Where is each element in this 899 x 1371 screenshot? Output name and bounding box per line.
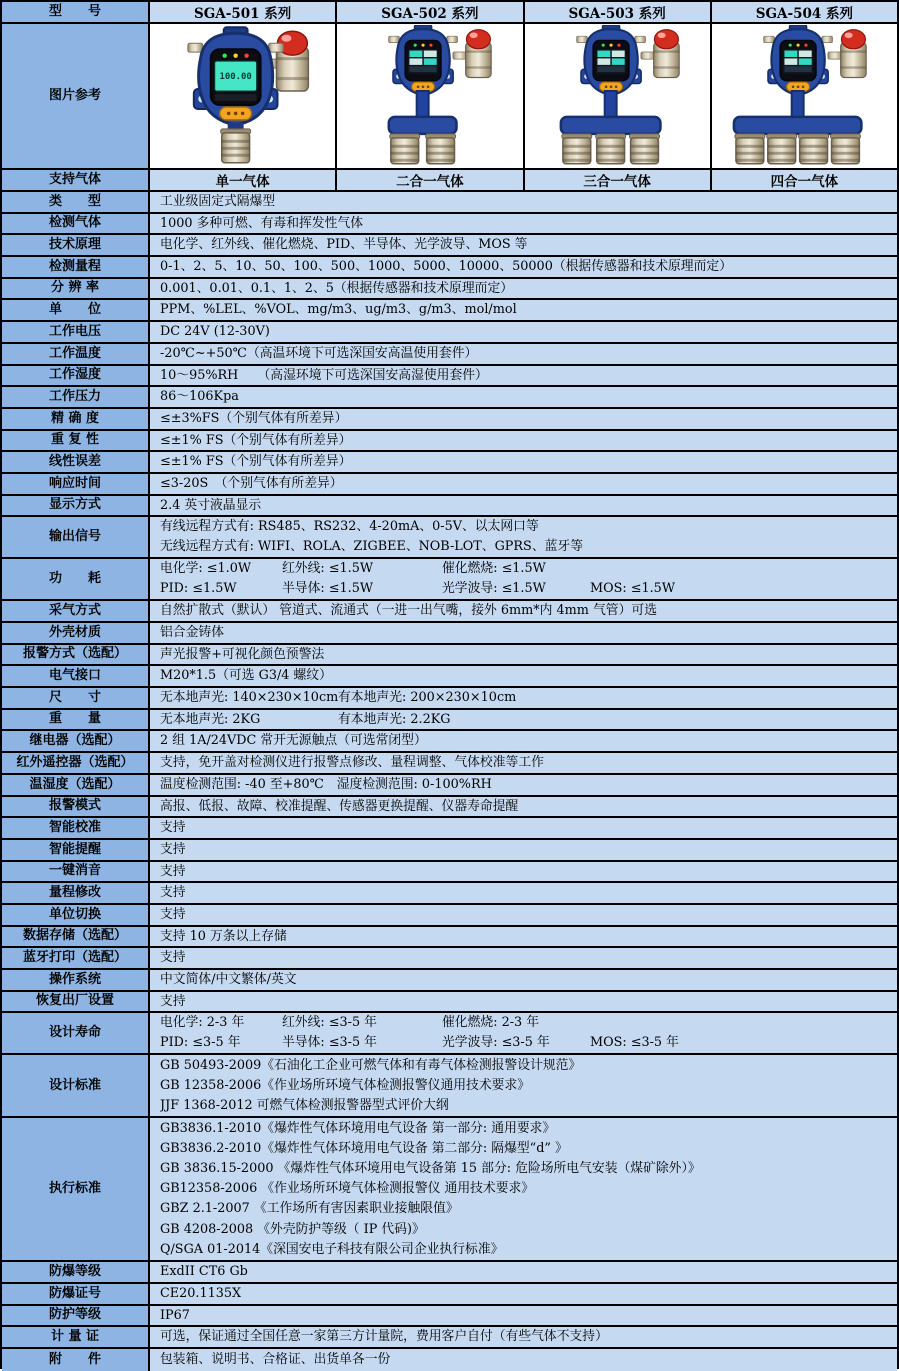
spec-row-3 bbox=[2, 257, 897, 279]
spec-value-19 bbox=[150, 645, 897, 665]
spec-row-37 bbox=[2, 1055, 897, 1118]
spec-value-32 bbox=[150, 927, 897, 947]
spec-label-38: 执行标准 bbox=[2, 1118, 150, 1260]
spec-value-16 bbox=[150, 559, 897, 599]
spec-row-1 bbox=[2, 214, 897, 236]
grid-cell-1-1: 半导体: ≤1.5W bbox=[282, 581, 373, 597]
spec-text: 0.001、0.01、0.1、1、2、5（根据传感器和技术原理而定） bbox=[160, 280, 514, 296]
spec-value-6 bbox=[150, 322, 897, 342]
spec-text: 铝合金铸体 bbox=[160, 625, 224, 640]
product-image-detector-2-probes bbox=[335, 24, 522, 168]
spec-label-35: 恢复出厂设置 bbox=[2, 992, 150, 1012]
spec-text: IP67 bbox=[160, 1307, 190, 1323]
spec-row-13 bbox=[2, 474, 897, 496]
spec-value-27 bbox=[150, 818, 897, 838]
spec-label-20: 电气接口 bbox=[2, 666, 150, 686]
spec-label-4: 分 辨 率 bbox=[2, 279, 150, 299]
spec-row-31 bbox=[2, 905, 897, 927]
spec-text: 2.4 英寸液晶显示 bbox=[160, 497, 262, 513]
spec-row-23 bbox=[2, 731, 897, 753]
spec-value-8 bbox=[150, 366, 897, 386]
spec-row-21 bbox=[2, 688, 897, 710]
spec-row-10 bbox=[2, 409, 897, 431]
grid-cell-1-3: MOS: ≤1.5W bbox=[590, 581, 675, 597]
spec-row-34 bbox=[2, 970, 897, 992]
spec-row-17 bbox=[2, 601, 897, 623]
spec-row-32 bbox=[2, 927, 897, 949]
spec-row-15 bbox=[2, 517, 897, 559]
spec-row-9 bbox=[2, 387, 897, 409]
spec-line-3: GB12358-2006 《作业场所环境气体检测报警仪 通用技术要求》 bbox=[160, 1181, 535, 1197]
header-label: 型 号 bbox=[2, 2, 150, 22]
spec-grid-line-1 bbox=[160, 1033, 893, 1053]
spec-text: ≤±1% FS（个别气体有所差异） bbox=[160, 454, 352, 470]
spec-text: 自然扩散式（默认） 管道式、流通式（一进一出气嘴，接外 6mm*内 4mm 气管）可选 bbox=[160, 603, 657, 619]
grid-cell-0-1: 红外线: ≤3-5 年 bbox=[282, 1015, 377, 1031]
spec-text: 中文简体/中文繁体/英文 bbox=[160, 972, 297, 987]
grid-cell-0-2: 催化燃烧: ≤1.5W bbox=[442, 561, 546, 577]
spec-line-1: GB 12358-2006《作业场所环境气体检测报警仪通用技术要求》 bbox=[160, 1077, 531, 1093]
spec-text: 支持 bbox=[160, 993, 186, 1009]
spec-row-22 bbox=[2, 710, 897, 732]
grid-cell-1-3: MOS: ≤3-5 年 bbox=[590, 1035, 679, 1051]
spec-row-40 bbox=[2, 1284, 897, 1306]
spec-value-38 bbox=[150, 1118, 897, 1260]
spec-row-36 bbox=[2, 1013, 897, 1055]
spec-text: -20℃~+50℃（高温环境下可选深国安高温使用套件） bbox=[160, 345, 478, 361]
spec-value-5 bbox=[150, 300, 897, 320]
grid-cell-0-2: 催化燃烧: 2-3 年 bbox=[442, 1015, 540, 1031]
spec-row-7 bbox=[2, 344, 897, 366]
spec-label-39: 防爆等级 bbox=[2, 1262, 150, 1282]
spec-value-26 bbox=[150, 797, 897, 817]
spec-text: 10～95%RH （高湿环境下可选深国安高湿使用套件） bbox=[160, 367, 488, 383]
spec-label-27: 智能校准 bbox=[2, 818, 150, 838]
spec-row-4 bbox=[2, 279, 897, 301]
model-columns bbox=[150, 2, 897, 22]
spec-row-26 bbox=[2, 797, 897, 819]
grid-cell-0-0: 电化学: 2-3 年 bbox=[160, 1015, 245, 1031]
spec-label-28: 智能提醒 bbox=[2, 840, 150, 860]
grid-cell-1-2: 光学波导: ≤3-5 年 bbox=[442, 1035, 550, 1051]
spec-row-39 bbox=[2, 1262, 897, 1284]
spec-text: ≤±3%FS（个别气体有所差异） bbox=[160, 410, 348, 426]
spec-label-25: 温湿度（选配） bbox=[2, 775, 150, 795]
spec-line-1: GB3836.2-2010《爆炸性气体环境用电气设备 第二部分: 隔爆型“d” 》 bbox=[160, 1140, 568, 1156]
gas-type-3: 三合一气体 bbox=[523, 170, 710, 190]
spec-value-34 bbox=[150, 970, 897, 990]
spec-text: 86～106Kpa bbox=[160, 389, 239, 405]
spec-row-35 bbox=[2, 992, 897, 1014]
spec-label-42: 计 量 证 bbox=[2, 1327, 150, 1347]
spec-label-6: 工作电压 bbox=[2, 322, 150, 342]
header-row bbox=[2, 2, 897, 24]
spec-label-37: 设计标准 bbox=[2, 1055, 150, 1116]
spec-row-30 bbox=[2, 883, 897, 905]
spec-label-29: 一键消音 bbox=[2, 862, 150, 882]
spec-label-43: 附 件 bbox=[2, 1349, 150, 1371]
image-row bbox=[2, 24, 897, 170]
spec-value-21 bbox=[150, 688, 897, 708]
model-name-4: SGA-504 系列 bbox=[710, 2, 897, 22]
spec-value-20 bbox=[150, 666, 897, 686]
spec-label-21: 尺 寸 bbox=[2, 688, 150, 708]
spec-text: ≤3-20S （个别气体有所差异） bbox=[160, 475, 343, 491]
spec-value-22 bbox=[150, 710, 897, 730]
spec-line-1: 无线远程方式有: WIFI、ROLA、ZIGBEE、NOB-LOT、GPRS、蓝牙等 bbox=[160, 539, 584, 555]
spec-text: 支持 bbox=[160, 841, 186, 857]
spec-label-41: 防护等级 bbox=[2, 1306, 150, 1326]
product-image-detector-3-probes bbox=[523, 24, 710, 168]
spec-label-24: 红外遥控器（选配） bbox=[2, 753, 150, 773]
spec-grid-line-1 bbox=[160, 579, 893, 599]
spec-line-6: Q/SGA 01-2014《深国安电子科技有限公司企业执行标准》 bbox=[160, 1241, 504, 1257]
spec-row-25 bbox=[2, 775, 897, 797]
spec-label-31: 单位切换 bbox=[2, 905, 150, 925]
spec-row-19 bbox=[2, 645, 897, 667]
spec-text: 包装箱、说明书、合格证、出货单各一份 bbox=[160, 1351, 391, 1367]
spec-value-24 bbox=[150, 753, 897, 773]
spec-text: 支持，免开盖对检测仪进行报警点修改、量程调整、气体校准等工作 bbox=[160, 755, 544, 771]
spec-text: 声光报警+可视化颜色预警法 bbox=[160, 646, 325, 662]
spec-label-22: 重 量 bbox=[2, 710, 150, 730]
svg-text:100.00: 100.00 bbox=[219, 72, 252, 83]
spec-label-32: 数据存储（选配） bbox=[2, 927, 150, 947]
spec-value-41 bbox=[150, 1306, 897, 1326]
spec-value-9 bbox=[150, 387, 897, 407]
spec-value-0 bbox=[150, 192, 897, 212]
spec-row-12 bbox=[2, 452, 897, 474]
spec-line-2: GB 3836.15-2000 《爆炸性气体环境用电气设备第 15 部分: 危险场所电气安装（煤矿除外）》 bbox=[160, 1161, 701, 1177]
spec-text: ExdII CT6 Gb bbox=[160, 1264, 248, 1280]
spec-text: CE20.1135X bbox=[160, 1286, 242, 1302]
spec-row-24 bbox=[2, 753, 897, 775]
image-columns bbox=[150, 24, 897, 168]
model-name-1: SGA-501 系列 bbox=[194, 6, 292, 22]
spec-value-15 bbox=[150, 517, 897, 557]
gas-type-4: 四合一气体 bbox=[710, 170, 897, 190]
spec-label-33: 蓝牙打印（选配） bbox=[2, 948, 150, 968]
spec-value-42 bbox=[150, 1327, 897, 1347]
spec-row-16 bbox=[2, 559, 897, 601]
spec-text: 支持 10 万条以上存储 bbox=[160, 928, 287, 944]
spec-row-11 bbox=[2, 431, 897, 453]
spec-value-17 bbox=[150, 601, 897, 621]
spec-label-13: 响应时间 bbox=[2, 474, 150, 494]
spec-value-18 bbox=[150, 623, 897, 643]
grid-cell-1-1: 半导体: ≤3-5 年 bbox=[282, 1035, 377, 1051]
spec-row-29 bbox=[2, 862, 897, 884]
spec-value-30 bbox=[150, 883, 897, 903]
spec-value-23 bbox=[150, 731, 897, 751]
spec-row-42 bbox=[2, 1327, 897, 1349]
spec-grid-line-0 bbox=[160, 1013, 893, 1033]
spec-value-7 bbox=[150, 344, 897, 364]
spec-value-25 bbox=[150, 775, 897, 795]
spec-line-5: GB 4208-2008 《外壳防护等级（ IP 代码)》 bbox=[160, 1221, 425, 1237]
grid-cell-1-0: PID: ≤3-5 年 bbox=[160, 1035, 241, 1051]
spec-label-23: 继电器（选配） bbox=[2, 731, 150, 751]
spec-line-0: GB3836.1-2010《爆炸性气体环境用电气设备 第一部分: 通用要求》 bbox=[160, 1120, 556, 1136]
spec-label-12: 线性误差 bbox=[2, 452, 150, 472]
spec-text: 高报、低报、故障、校准提醒、传感器更换提醒、仪器寿命提醒 bbox=[160, 798, 519, 814]
segment-1: 有本地声光: 200×230×10cm bbox=[338, 690, 517, 706]
spec-label-26: 报警模式 bbox=[2, 797, 150, 817]
spec-text: 0-1、2、5、10、50、100、500、1000、5000、10000、50000（根据传感器和技术原理而定） bbox=[160, 259, 732, 275]
spec-label-11: 重 复 性 bbox=[2, 431, 150, 451]
spec-row-8 bbox=[2, 366, 897, 388]
spec-row-14 bbox=[2, 496, 897, 518]
spec-value-2 bbox=[150, 235, 897, 255]
spec-value-35 bbox=[150, 992, 897, 1012]
spec-label-5: 单 位 bbox=[2, 300, 150, 320]
spec-text: 1000 多种可燃、有毒和挥发性气体 bbox=[160, 215, 363, 231]
spec-label-34: 操作系统 bbox=[2, 970, 150, 990]
gas-support-label: 支持气体 bbox=[2, 170, 150, 190]
spec-row-5 bbox=[2, 300, 897, 322]
spec-value-3 bbox=[150, 257, 897, 277]
spec-row-27 bbox=[2, 818, 897, 840]
gas-columns bbox=[150, 170, 897, 190]
spec-value-29 bbox=[150, 862, 897, 882]
spec-value-10 bbox=[150, 409, 897, 429]
spec-value-39 bbox=[150, 1262, 897, 1282]
spec-line-4: GBZ 2.1-2007 《工作场所有害因素职业接触限值》 bbox=[160, 1201, 459, 1217]
spec-text: 支持 bbox=[160, 863, 186, 879]
spec-text: 电化学、红外线、催化燃烧、PID、半导体、光学波导、MOS 等 bbox=[160, 237, 528, 253]
segment-0: 无本地声光: 2KG bbox=[160, 711, 261, 727]
spec-value-4 bbox=[150, 279, 897, 299]
spec-row-33 bbox=[2, 948, 897, 970]
spec-label-2: 技术原理 bbox=[2, 235, 150, 255]
spec-text: 工业级固定式隔爆型 bbox=[160, 194, 276, 209]
spec-text: M20*1.5（可选 G3/4 螺纹） bbox=[160, 668, 332, 684]
spec-row-43 bbox=[2, 1349, 897, 1371]
gas-type-1: 单一气体 bbox=[215, 174, 270, 190]
spec-value-1 bbox=[150, 214, 897, 234]
spec-value-36 bbox=[150, 1013, 897, 1053]
spec-label-10: 精 确 度 bbox=[2, 409, 150, 429]
spec-row-41 bbox=[2, 1306, 897, 1328]
spec-segments bbox=[160, 688, 893, 708]
spec-text: 支持 bbox=[160, 950, 186, 966]
product-image-detector-single-probe bbox=[150, 24, 335, 168]
segment-0: 无本地声光: 140×230×10cm bbox=[160, 690, 339, 706]
image-row-label: 图片参考 bbox=[2, 24, 150, 168]
spec-text: 温度检测范围: -40 至+80℃ 湿度检测范围: 0-100%RH bbox=[160, 776, 492, 792]
spec-label-18: 外壳材质 bbox=[2, 623, 150, 643]
spec-row-2 bbox=[2, 235, 897, 257]
spec-value-31 bbox=[150, 905, 897, 925]
spec-row-0 bbox=[2, 192, 897, 214]
spec-label-0: 类 型 bbox=[2, 192, 150, 212]
spec-label-9: 工作压力 bbox=[2, 387, 150, 407]
spec-row-28 bbox=[2, 840, 897, 862]
spec-segments bbox=[160, 710, 893, 730]
product-image-detector-4-probes bbox=[710, 24, 897, 168]
spec-label-8: 工作湿度 bbox=[2, 366, 150, 386]
spec-value-11 bbox=[150, 431, 897, 451]
spec-row-38 bbox=[2, 1118, 897, 1262]
spec-line-2: JJF 1368-2012 可燃气体检测报警器型式评价大纲 bbox=[160, 1097, 449, 1113]
gas-support-row bbox=[2, 170, 897, 192]
spec-value-28 bbox=[150, 840, 897, 860]
grid-cell-0-1: 红外线: ≤1.5W bbox=[282, 561, 373, 577]
spec-text: DC 24V (12-30V) bbox=[160, 324, 270, 340]
spec-value-37 bbox=[150, 1055, 897, 1116]
spec-row-6 bbox=[2, 322, 897, 344]
spec-text: 支持 bbox=[160, 906, 186, 922]
model-name-2: SGA-502 系列 bbox=[335, 2, 522, 22]
spec-label-30: 量程修改 bbox=[2, 883, 150, 903]
spec-text: 支持 bbox=[160, 885, 186, 901]
spec-label-40: 防爆证号 bbox=[2, 1284, 150, 1304]
model-name-3: SGA-503 系列 bbox=[523, 2, 710, 22]
spec-value-43 bbox=[150, 1349, 897, 1371]
spec-text: ≤±1% FS（个别气体有所差异） bbox=[160, 432, 352, 448]
spec-line-0: GB 50493-2009《石油化工企业可燃气体和有毒气体检测报警设计规范》 bbox=[160, 1057, 582, 1073]
spec-text: PPM、%LEL、%VOL、mg/m3、ug/m3、g/m3、mol/mol bbox=[160, 302, 517, 318]
spec-label-14: 显示方式 bbox=[2, 496, 150, 516]
grid-cell-1-0: PID: ≤1.5W bbox=[160, 581, 237, 597]
spec-label-1: 检测气体 bbox=[2, 214, 150, 234]
grid-cell-0-0: 电化学: ≤1.0W bbox=[160, 561, 251, 577]
spec-text: 可选，保证通过全国任意一家第三方计量院，费用客户自付（有些气体不支持） bbox=[160, 1329, 608, 1345]
spec-line-0: 有线远程方式有: RS485、RS232、4-20mA、0-5V、以太网口等 bbox=[160, 519, 539, 535]
spec-value-13 bbox=[150, 474, 897, 494]
spec-label-16: 功 耗 bbox=[2, 559, 150, 599]
gas-type-2: 二合一气体 bbox=[335, 170, 522, 190]
spec-label-17: 采气方式 bbox=[2, 601, 150, 621]
spec-label-7: 工作温度 bbox=[2, 344, 150, 364]
spec-value-12 bbox=[150, 452, 897, 472]
spec-row-18 bbox=[2, 623, 897, 645]
spec-text: 2 组 1A/24VDC 常开无源触点（可选常闭型） bbox=[160, 733, 427, 749]
spec-label-15: 输出信号 bbox=[2, 517, 150, 557]
segment-1: 有本地声光: 2.2KG bbox=[338, 711, 451, 727]
spec-text: 支持 bbox=[160, 820, 186, 836]
spec-label-19: 报警方式（选配） bbox=[2, 645, 150, 665]
spec-value-33 bbox=[150, 948, 897, 968]
spec-label-3: 检测量程 bbox=[2, 257, 150, 277]
spec-row-20 bbox=[2, 666, 897, 688]
spec-value-14 bbox=[150, 496, 897, 516]
spec-grid-line-0 bbox=[160, 559, 893, 579]
spec-value-40 bbox=[150, 1284, 897, 1304]
grid-cell-1-2: 光学波导: ≤1.5W bbox=[442, 581, 546, 597]
spec-label-36: 设计寿命 bbox=[2, 1013, 150, 1053]
